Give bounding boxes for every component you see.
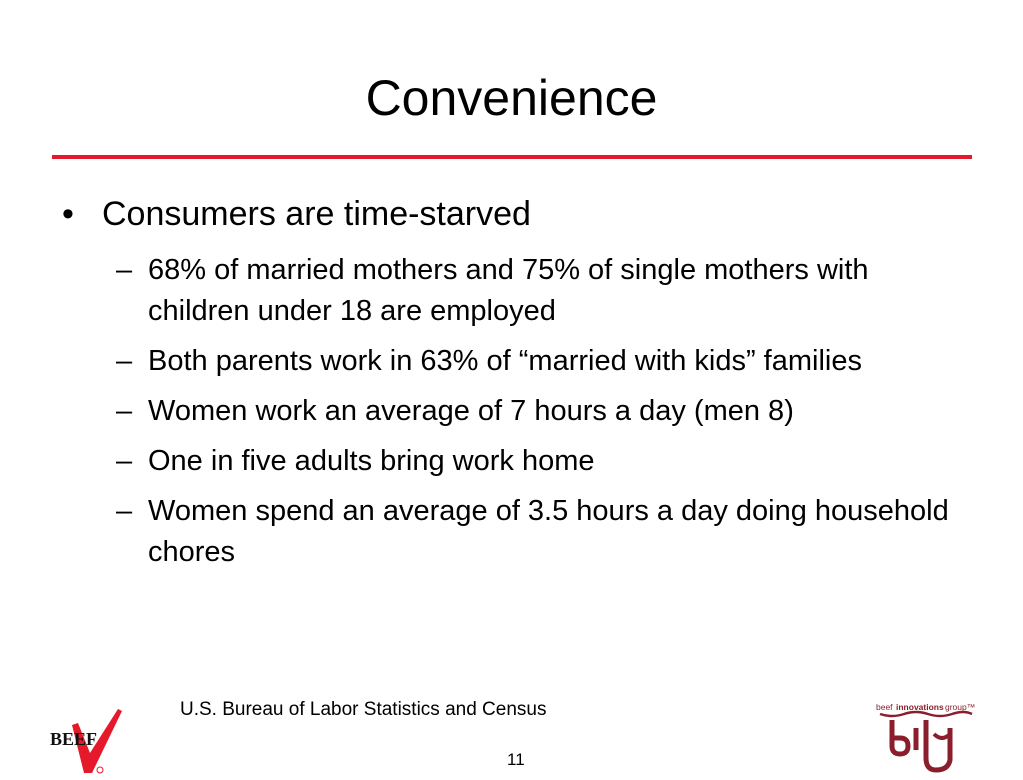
sub-bullet-list: [116, 250, 966, 582]
sub-bullet-text: Both parents work in 63% of “married with kids” families: [148, 345, 862, 377]
svg-text:group™: group™: [945, 702, 976, 712]
dash-marker: –: [116, 254, 133, 286]
svg-text:beef: beef: [876, 702, 893, 712]
sub-bullet-text: Women spend an average of 3.5 hours a day doing household chores: [148, 495, 949, 568]
sub-bullet-text: One in five adults bring work home: [148, 445, 595, 477]
svg-text:BEEF: BEEF: [50, 729, 98, 749]
sub-bullet-text: 68% of married mothers and 75% of single mothers with children under 18 are employed: [148, 254, 869, 327]
beef-innovations-group-logo: [872, 698, 977, 776]
sub-bullet: [116, 250, 966, 332]
dash-marker: –: [116, 345, 133, 377]
sub-bullet: [116, 341, 966, 382]
sub-bullet: [116, 491, 966, 573]
sub-bullet-text: Women work an average of 7 hours a day (men 8): [148, 395, 794, 427]
main-bullet: [62, 192, 531, 236]
beef-logo: [48, 703, 128, 775]
dash-marker: –: [116, 445, 133, 477]
slide-title: Convenience: [365, 70, 658, 126]
bullet-marker: •: [62, 195, 74, 233]
sub-bullet: [116, 441, 966, 482]
dash-marker: –: [116, 495, 133, 527]
svg-text:innovations: innovations: [896, 702, 944, 712]
page-number: 11: [507, 750, 525, 769]
dash-marker: –: [116, 395, 133, 427]
source-citation: U.S. Bureau of Labor Statistics and Census: [180, 699, 547, 720]
main-bullet-text: Consumers are time-starved: [102, 195, 531, 233]
sub-bullet: [116, 391, 966, 432]
title-divider: [52, 155, 972, 159]
